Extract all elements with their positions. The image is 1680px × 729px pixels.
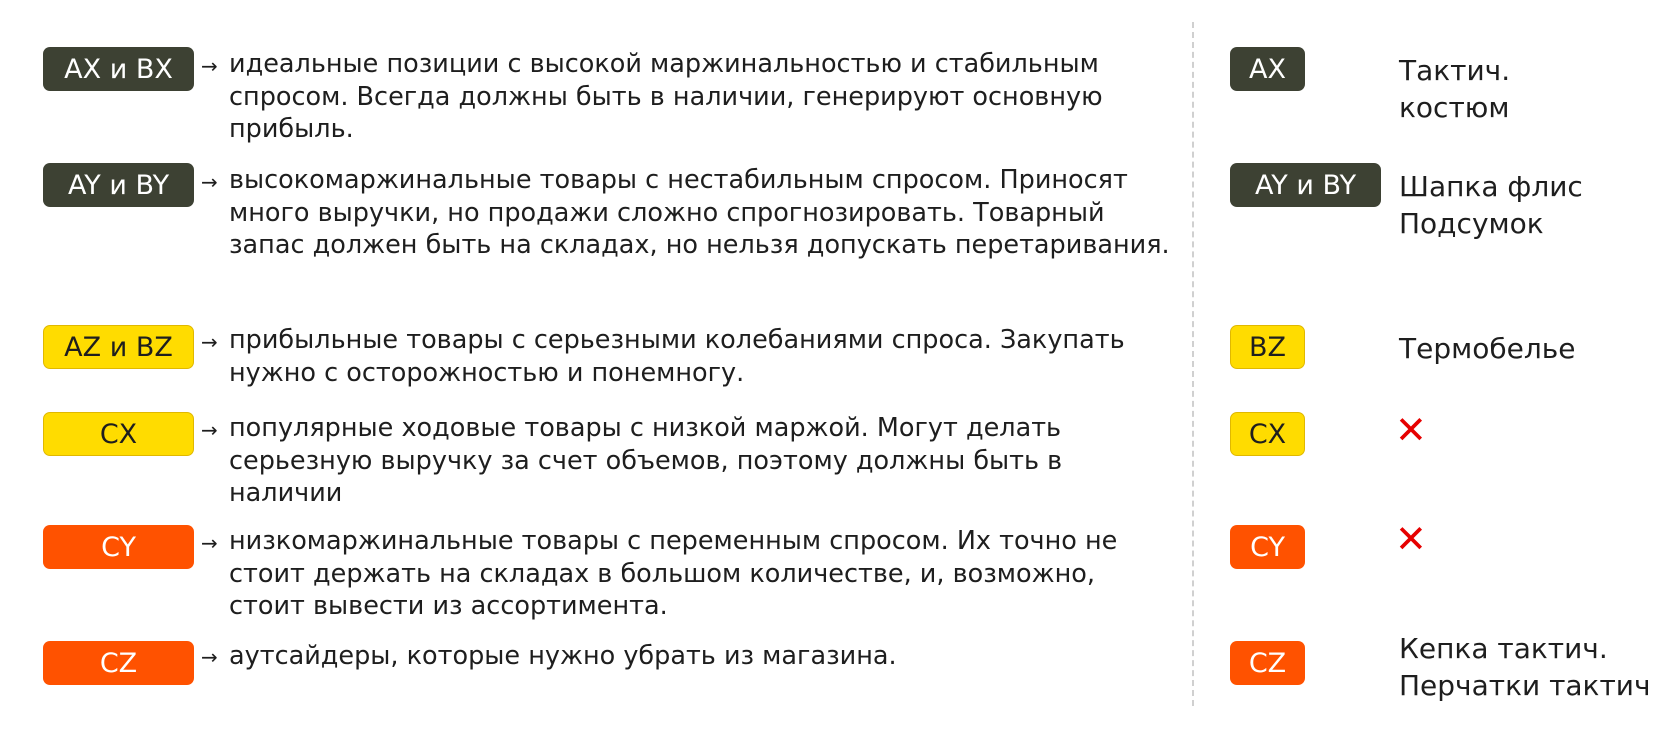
category-description-ay-by: высокомаржинальные товары с нестабильным спросом. Приносят много выручки, но продажи сложно спрогнозировать. Товарный запас должен быть на складах, но нельзя допускать перетаривания. xyxy=(229,165,1170,260)
category-badge-cx: CX xyxy=(43,412,194,456)
product-badge-cx: CX xyxy=(1230,412,1305,456)
product-badge-cy: CY xyxy=(1230,525,1305,569)
product-item: Термобелье xyxy=(1399,332,1576,365)
product-badge-bz: BZ xyxy=(1230,325,1305,369)
product-item: Тактич. xyxy=(1399,54,1511,87)
right-arrow-icon: → xyxy=(201,418,218,442)
product-badge-cz: CZ xyxy=(1230,641,1305,685)
product-badge-ay-by: AY и BY xyxy=(1230,163,1381,207)
product-item: Шапка флис xyxy=(1399,170,1583,203)
product-list-bz xyxy=(1399,330,1575,367)
category-badge-ax-bx: AX и BX xyxy=(43,47,194,91)
product-item: Кепка тактич. xyxy=(1399,632,1608,665)
category-description-cy: низкомаржинальные товары с переменным спросом. Их точно не стоит держать на складах в большом количестве, и, возможно, стоит вывести из ассортимента. xyxy=(229,526,1118,621)
category-description-ax-bx: идеальные позиции с высокой маржинальностью и стабильным спросом. Всегда должны быть в наличии, генерируют основную прибыль. xyxy=(229,49,1103,144)
category-description-cz: аутсайдеры, которые нужно убрать из магазина. xyxy=(229,641,897,671)
right-arrow-icon: → xyxy=(201,330,218,354)
product-item: Подсумок xyxy=(1399,207,1544,240)
category-badge-cz: CZ xyxy=(43,641,194,685)
product-item: Перчатки тактич xyxy=(1399,669,1651,702)
category-description-az-bz: прибыльные товары с серьезными колебаниями спроса. Закупать нужно с осторожностью и понемногу. xyxy=(229,325,1125,388)
product-list-ay-by xyxy=(1399,168,1583,242)
category-description-cx: популярные ходовые товары с низкой маржой. Могут делать серьезную выручку за счет объемов, поэтому должны быть в наличии xyxy=(229,413,1063,508)
product-badge-ax: AX xyxy=(1230,47,1305,91)
category-badge-cy: CY xyxy=(43,525,194,569)
dashed-divider xyxy=(1192,22,1194,706)
product-list-ax xyxy=(1399,52,1510,126)
category-badge-az-bz: AZ и BZ xyxy=(43,325,194,369)
cross-icon: ✕ xyxy=(1395,408,1427,452)
product-item: костюм xyxy=(1399,91,1510,124)
category-badge-ay-by: AY и BY xyxy=(43,163,194,207)
right-arrow-icon: → xyxy=(201,170,218,194)
cross-icon: ✕ xyxy=(1395,517,1427,561)
product-list-cz xyxy=(1399,630,1651,704)
right-arrow-icon: → xyxy=(201,531,218,555)
right-arrow-icon: → xyxy=(201,645,218,669)
right-arrow-icon: → xyxy=(201,54,218,78)
